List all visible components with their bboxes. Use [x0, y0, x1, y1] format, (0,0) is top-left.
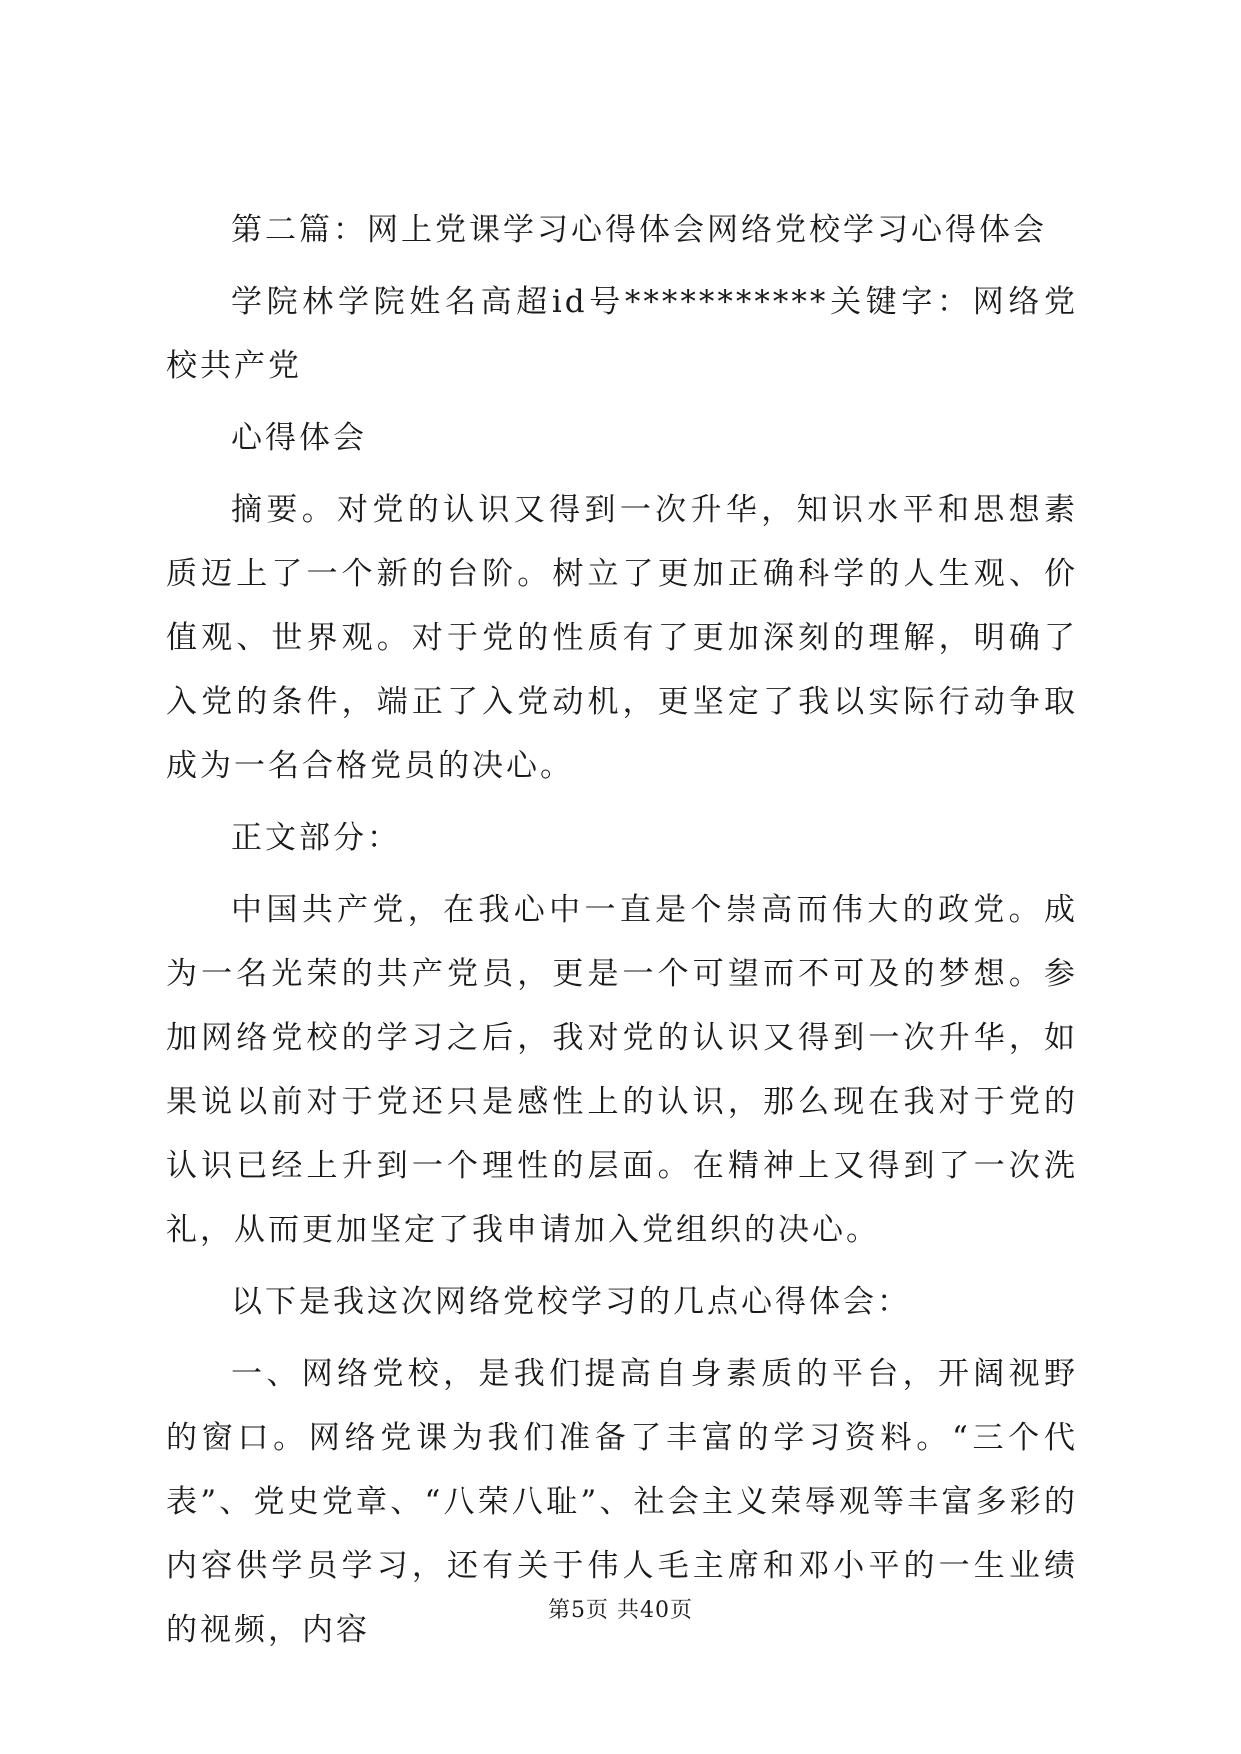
paragraph-list-intro: 以下是我这次网络党校学习的几点心得体会： — [231, 1284, 911, 1320]
paragraph-heading-body: 正文部分： — [231, 820, 401, 856]
paragraph-author-info: 学院林学院姓名高超id号***********关键字：网络党校共产党 — [166, 284, 1078, 384]
paragraph-abstract: 摘要。对党的认识又得到一次升华，知识水平和思想素质迈上了一个新的台阶。树立了更加正确科学的人生观、价值观、世界观。对于党的性质有了更加深刻的理解，明确了入党的条件，端正了入党动机，更坚定了我以实际行动争取成为一名合格党员的决心。 — [166, 492, 1078, 784]
paragraph-intro: 中国共产党，在我心中一直是个崇高而伟大的政党。成为一名光荣的共产党员，更是一个可望而不可及的梦想。参加网络党校的学习之后，我对党的认识又得到一次升华，如果说以前对于党还只是感性上的认识，那么现在我对于党的认识已经上升到一个理性的层面。在精神上又得到了一次洗礼，从而更加坚定了我申请加入党组织的决心。 — [166, 892, 1078, 1248]
document-body — [166, 198, 1078, 1670]
page-number-footer: 第5页 共40页 — [548, 1598, 693, 1623]
paragraph-title: 第二篇：网上党课学习心得体会网络党校学习心得体会 — [231, 212, 1047, 248]
paragraph-heading-insights: 心得体会 — [231, 420, 367, 456]
paragraph-point-one: 一、网络党校，是我们提高自身素质的平台，开阔视野的窗口。网络党课为我们准备了丰富的学习资料。“三个代表”、党史党章、“八荣八耻”、社会主义荣辱观等丰富多彩的内容供学员学习，还有关于伟人毛主席和邓小平的一生业绩的视频，内容 — [166, 1356, 1078, 1648]
